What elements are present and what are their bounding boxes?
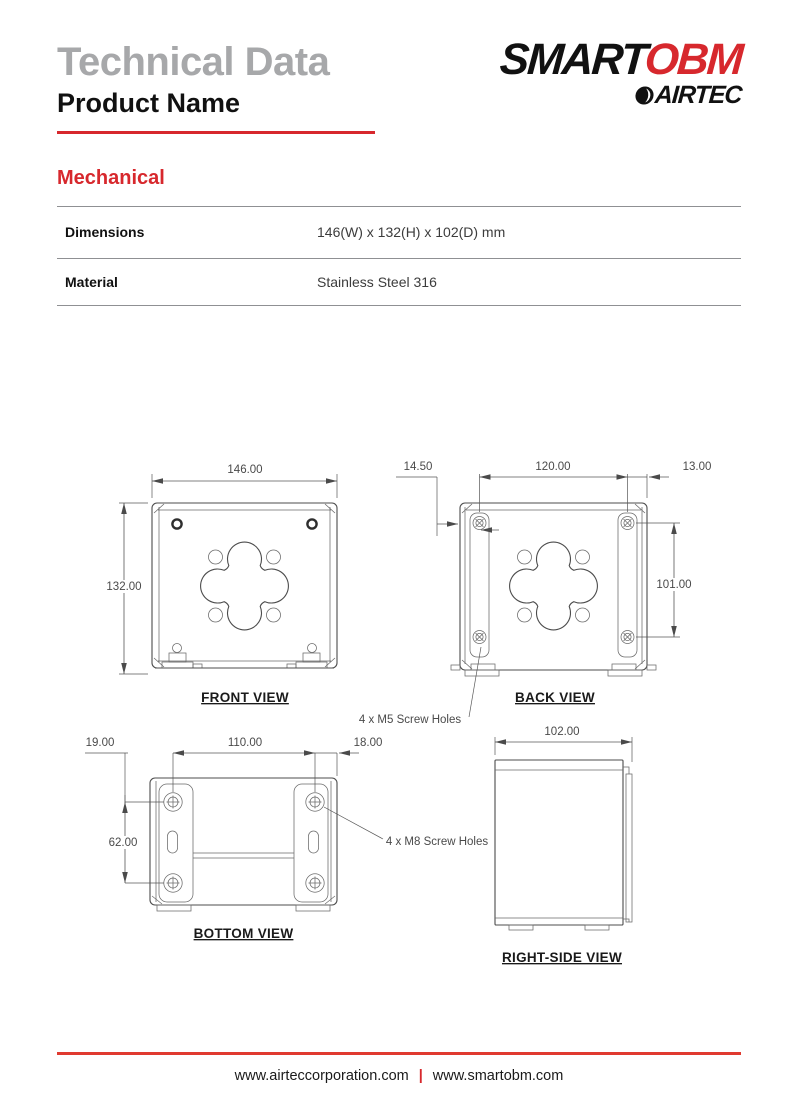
spec-label-dimensions: Dimensions (65, 224, 145, 240)
dim-bottom-offset-right: 18.00 (353, 737, 383, 749)
technical-drawing (85, 440, 745, 980)
footer-separator: | (418, 1068, 423, 1084)
right-side-view-label: RIGHT-SIDE VIEW (501, 950, 623, 965)
footer-link-smartobm[interactable]: www.smartobm.com (432, 1068, 564, 1084)
dim-front-height: 132.00 (106, 581, 142, 593)
m8-screw (164, 874, 182, 892)
spec-label-material: Material (65, 273, 118, 290)
front-view-drawing (101, 464, 337, 705)
dim-side-depth: 102.00 (544, 726, 580, 738)
bottom-view-label: BOTTOM VIEW (193, 926, 294, 941)
brand-logo (497, 35, 743, 109)
dim-bottom-hole-span: 110.00 (227, 737, 263, 749)
footer-link-airtec[interactable]: www.airteccorporation.com (234, 1068, 409, 1084)
logo-airtec-text: AIRTEC (653, 81, 743, 109)
front-clover-cutout (201, 542, 289, 630)
back-view-drawing (359, 461, 712, 726)
footer-rule (57, 1052, 741, 1055)
bottom-view-drawing (85, 737, 488, 941)
airtec-wordmark (499, 83, 742, 108)
product-name: Product Name (57, 88, 241, 118)
m5-screw (473, 517, 486, 530)
dim-bottom-offset-left: 19.00 (85, 737, 115, 749)
dim-back-offset-left: 14.50 (403, 461, 433, 473)
section-heading-mechanical: Mechanical (57, 167, 165, 189)
spec-value-dimensions: 146(W) x 132(H) x 102(D) mm (317, 224, 506, 240)
dim-front-width: 146.00 (227, 464, 263, 476)
rear-mount-plate (626, 774, 632, 922)
dim-back-hole-span: 120.00 (535, 461, 571, 473)
back-clover-cutout (510, 542, 598, 630)
m5-screw (621, 517, 634, 530)
m5-screw (473, 631, 486, 644)
footer (57, 1068, 741, 1084)
right-side-view-drawing (495, 726, 632, 965)
m8-screw (306, 874, 324, 892)
page-title: Technical Data (57, 40, 330, 84)
dim-back-hole-pitch: 101.00 (656, 579, 692, 591)
dim-back-offset-right: 13.00 (682, 461, 712, 473)
logo-obm-text: OBM (642, 35, 743, 84)
m8-screw-note: 4 x M8 Screw Holes (385, 836, 489, 848)
dim-bottom-hole-pitch: 62.00 (108, 837, 138, 849)
bottom-slot (168, 831, 178, 853)
title-underline (57, 131, 375, 134)
bottom-slot (309, 831, 319, 853)
logo-smart-text: SMART (497, 35, 647, 84)
spec-value-material: Stainless Steel 316 (317, 273, 437, 290)
front-view-label: FRONT VIEW (201, 690, 289, 705)
m8-screw (306, 793, 324, 811)
smartobm-wordmark (497, 35, 743, 84)
back-view-label: BACK VIEW (515, 690, 595, 705)
front-screw-hole (172, 519, 181, 528)
front-screw-hole (307, 519, 316, 528)
airtec-ball-icon (634, 86, 654, 105)
table-row (57, 206, 741, 258)
m8-screw (164, 793, 182, 811)
table-rule-bottom (57, 305, 741, 306)
m5-screw-note: 4 x M5 Screw Holes (358, 714, 462, 726)
table-row (57, 258, 741, 305)
m5-screw (621, 631, 634, 644)
